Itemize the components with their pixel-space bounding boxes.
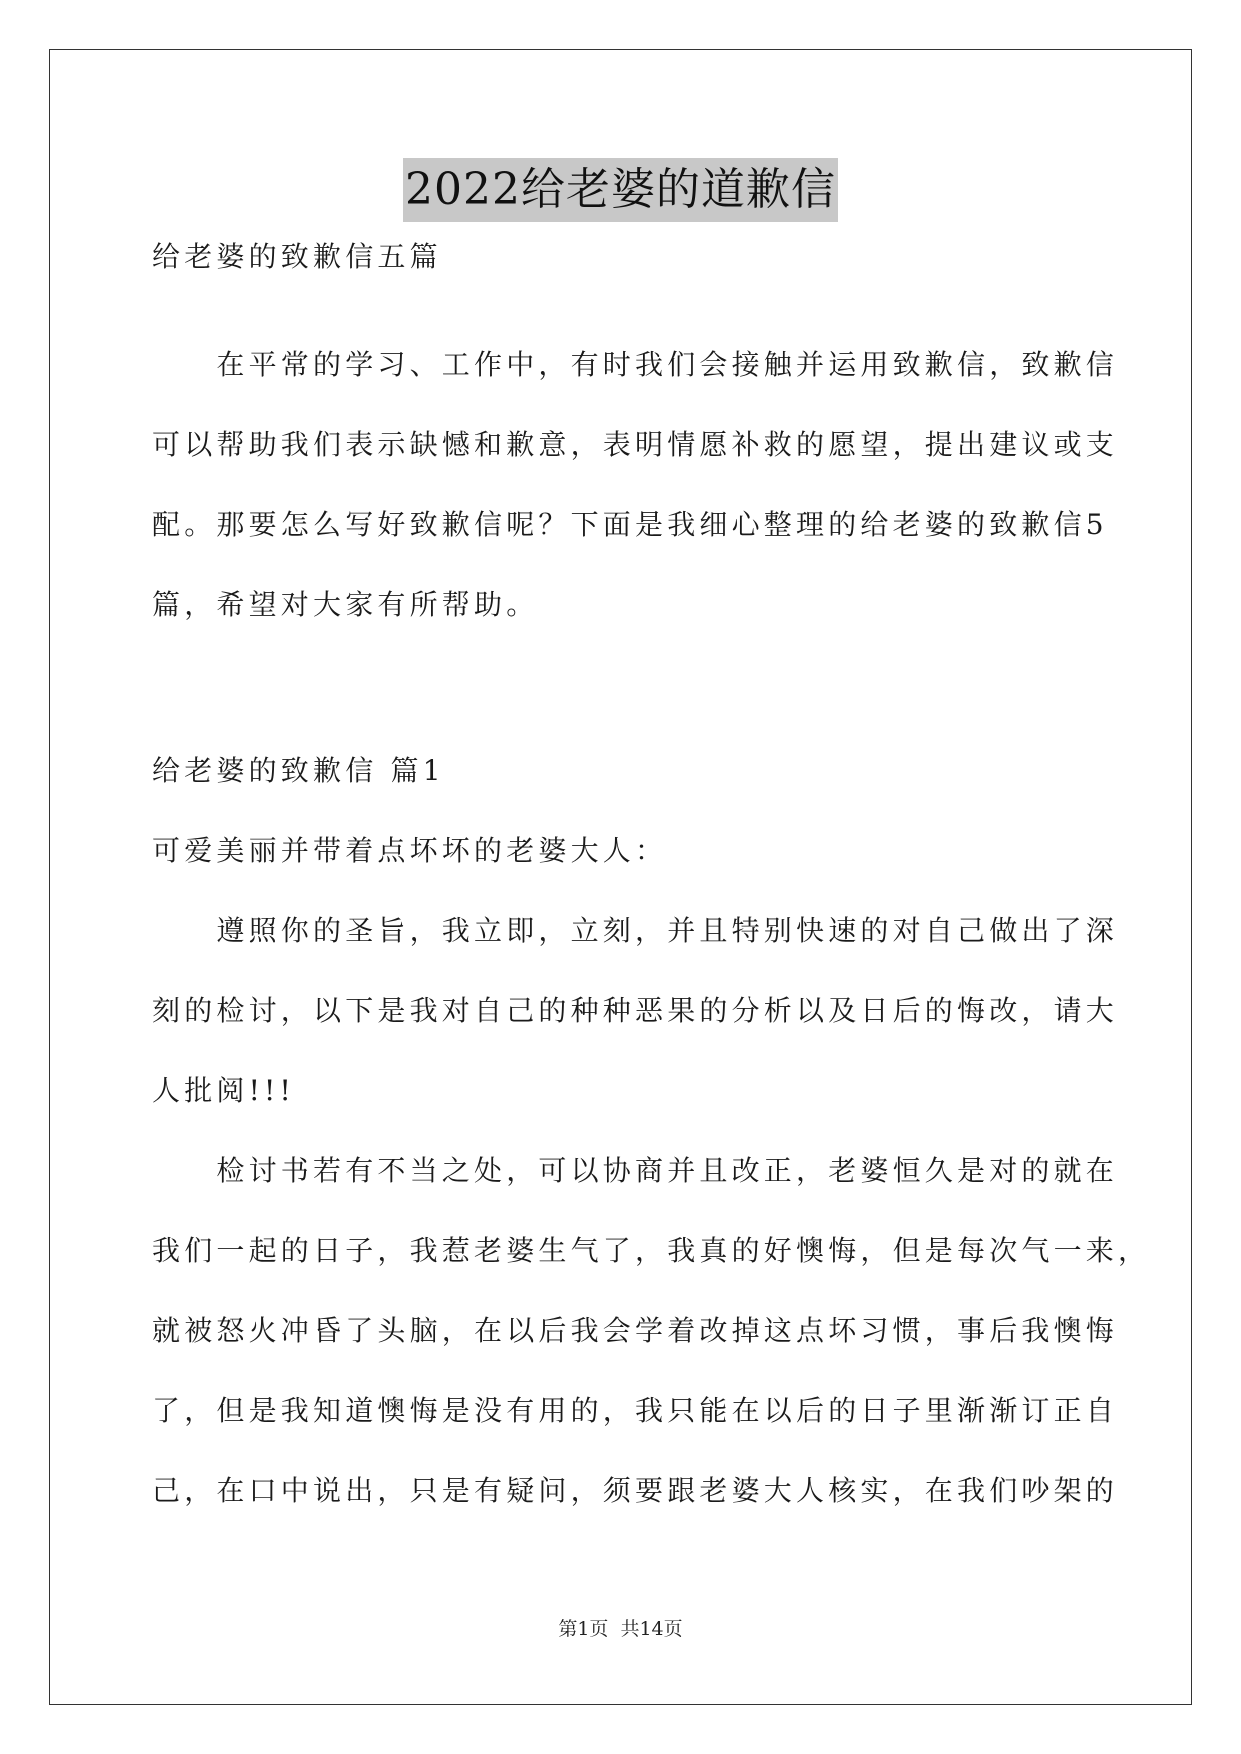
paragraph-line: 配。那要怎么写好致歉信呢？下面是我细心整理的给老婆的致歉信5 bbox=[152, 508, 1108, 541]
paragraph-line: 可以帮助我们表示缺憾和歉意，表明情愿补救的愿望，提出建议或支 bbox=[152, 428, 1119, 461]
page-title: 2022给老婆的道歉信 bbox=[403, 158, 838, 222]
page-number: 第1页 bbox=[558, 1618, 609, 1640]
paragraph-line: 我们一起的日子，我惹老婆生气了，我真的好懊悔，但是每次气一来， bbox=[152, 1234, 1151, 1267]
salutation: 可爱美丽并带着点坏坏的老婆大人： bbox=[152, 834, 668, 867]
paragraph-line: 就被怒火冲昏了头脑，在以后我会学着改掉这点坏习惯，事后我懊悔 bbox=[152, 1314, 1119, 1347]
section-heading: 给老婆的致歉信 篇1 bbox=[152, 754, 445, 787]
paragraph-line: 人批阅!!! bbox=[152, 1074, 295, 1107]
paragraph-line: 检讨书若有不当之处，可以协商并且改正，老婆恒久是对的就在 bbox=[152, 1154, 1119, 1187]
paragraph-line: 遵照你的圣旨，我立即，立刻，并且特别快速的对自己做出了深 bbox=[152, 914, 1119, 947]
subtitle: 给老婆的致歉信五篇 bbox=[152, 240, 442, 273]
paragraph-line: 己，在口中说出，只是有疑问，须要跟老婆大人核实，在我们吵架的 bbox=[152, 1474, 1119, 1507]
page-border bbox=[49, 49, 1192, 1705]
paragraph-line: 篇，希望对大家有所帮助。 bbox=[152, 588, 539, 621]
paragraph-line: 刻的检讨，以下是我对自己的种种恶果的分析以及日后的悔改，请大 bbox=[152, 994, 1119, 1027]
paragraph-line: 了，但是我知道懊悔是没有用的，我只能在以后的日子里渐渐订正自 bbox=[152, 1394, 1119, 1427]
title-container bbox=[0, 158, 1241, 222]
page-footer bbox=[0, 1614, 1241, 1641]
paragraph-line: 在平常的学习、工作中，有时我们会接触并运用致歉信，致歉信 bbox=[152, 348, 1119, 381]
page-total: 共14页 bbox=[620, 1618, 683, 1640]
